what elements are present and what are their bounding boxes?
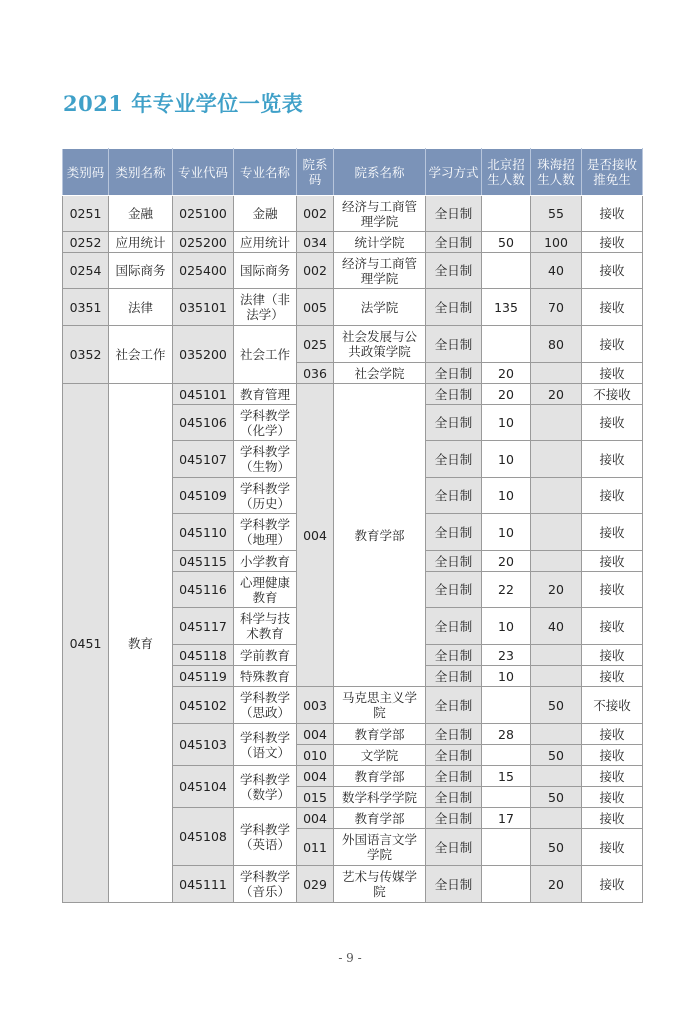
major-code: 045106 — [173, 405, 234, 441]
major-name: 特殊教育 — [234, 666, 297, 687]
beijing-quota: 10 — [482, 514, 531, 551]
beijing-quota: 135 — [482, 289, 531, 326]
recommend-status: 接收 — [582, 787, 643, 808]
category-code: 0351 — [63, 289, 109, 326]
study-mode: 全日制 — [426, 384, 482, 405]
major-name: 学科教学（化学） — [234, 405, 297, 441]
beijing-quota: 20 — [482, 384, 531, 405]
beijing-quota — [482, 687, 531, 724]
majors-table — [62, 148, 643, 903]
study-mode: 全日制 — [426, 724, 482, 745]
major-name: 科学与技术教育 — [234, 608, 297, 645]
beijing-quota: 10 — [482, 441, 531, 478]
dept-name: 经济与工商管理学院 — [334, 196, 426, 232]
zhuhai-quota: 50 — [531, 745, 582, 766]
study-mode: 全日制 — [426, 289, 482, 326]
study-mode: 全日制 — [426, 645, 482, 666]
major-code: 045117 — [173, 608, 234, 645]
category-name: 社会工作 — [109, 326, 173, 384]
major-code: 035101 — [173, 289, 234, 326]
study-mode: 全日制 — [426, 808, 482, 829]
major-name: 学科教学（生物） — [234, 441, 297, 478]
recommend-status: 接收 — [582, 766, 643, 787]
zhuhai-quota: 50 — [531, 787, 582, 808]
beijing-quota: 15 — [482, 766, 531, 787]
beijing-quota: 28 — [482, 724, 531, 745]
header-category-code: 类别码 — [63, 149, 109, 196]
header-major-name: 专业名称 — [234, 149, 297, 196]
study-mode: 全日制 — [426, 787, 482, 808]
dept-code: 004 — [297, 766, 334, 787]
category-code: 0451 — [63, 384, 109, 903]
major-code: 045107 — [173, 441, 234, 478]
zhuhai-quota: 20 — [531, 572, 582, 608]
zhuhai-quota — [531, 766, 582, 787]
dept-name: 文学院 — [334, 745, 426, 766]
recommend-status: 接收 — [582, 666, 643, 687]
header-recommend: 是否接收推免生 — [582, 149, 643, 196]
major-name: 社会工作 — [234, 326, 297, 384]
recommend-status: 接收 — [582, 724, 643, 745]
dept-code: 034 — [297, 232, 334, 253]
zhuhai-quota — [531, 666, 582, 687]
table-row — [63, 326, 643, 363]
dept-code: 005 — [297, 289, 334, 326]
major-name: 法律（非法学） — [234, 289, 297, 326]
study-mode: 全日制 — [426, 866, 482, 903]
header-row — [63, 149, 643, 196]
dept-name: 马克思主义学院 — [334, 687, 426, 724]
zhuhai-quota: 70 — [531, 289, 582, 326]
recommend-status: 接收 — [582, 478, 643, 514]
recommend-status: 接收 — [582, 572, 643, 608]
beijing-quota — [482, 866, 531, 903]
dept-name: 社会学院 — [334, 363, 426, 384]
recommend-status: 接收 — [582, 866, 643, 903]
dept-code: 003 — [297, 687, 334, 724]
table-row — [63, 384, 643, 405]
dept-code: 029 — [297, 866, 334, 903]
zhuhai-quota: 50 — [531, 829, 582, 866]
dept-name: 艺术与传媒学院 — [334, 866, 426, 903]
header-dept-code: 院系码 — [297, 149, 334, 196]
study-mode: 全日制 — [426, 326, 482, 363]
category-name: 教育 — [109, 384, 173, 903]
major-name: 学科教学（英语） — [234, 808, 297, 866]
category-code: 0251 — [63, 196, 109, 232]
zhuhai-quota: 100 — [531, 232, 582, 253]
major-code: 045118 — [173, 645, 234, 666]
major-name: 应用统计 — [234, 232, 297, 253]
study-mode: 全日制 — [426, 687, 482, 724]
major-name: 国际商务 — [234, 253, 297, 289]
dept-code: 036 — [297, 363, 334, 384]
zhuhai-quota — [531, 551, 582, 572]
beijing-quota: 17 — [482, 808, 531, 829]
header-dept-name: 院系名称 — [334, 149, 426, 196]
dept-name: 教育学部 — [334, 808, 426, 829]
major-code: 045109 — [173, 478, 234, 514]
beijing-quota: 10 — [482, 405, 531, 441]
recommend-status: 接收 — [582, 808, 643, 829]
header-major-code: 专业代码 — [173, 149, 234, 196]
major-code: 025100 — [173, 196, 234, 232]
dept-name: 教育学部 — [334, 766, 426, 787]
major-name: 学科教学（地理） — [234, 514, 297, 551]
major-name: 金融 — [234, 196, 297, 232]
recommend-status: 接收 — [582, 363, 643, 384]
category-name: 法律 — [109, 289, 173, 326]
major-code: 045103 — [173, 724, 234, 766]
recommend-status: 接收 — [582, 289, 643, 326]
major-name: 小学教育 — [234, 551, 297, 572]
recommend-status: 接收 — [582, 196, 643, 232]
beijing-quota: 10 — [482, 478, 531, 514]
header-study-mode: 学习方式 — [426, 149, 482, 196]
dept-name: 统计学院 — [334, 232, 426, 253]
study-mode: 全日制 — [426, 232, 482, 253]
header-category-name: 类别名称 — [109, 149, 173, 196]
zhuhai-quota — [531, 724, 582, 745]
beijing-quota: 20 — [482, 551, 531, 572]
recommend-status: 接收 — [582, 405, 643, 441]
beijing-quota: 20 — [482, 363, 531, 384]
beijing-quota — [482, 253, 531, 289]
study-mode: 全日制 — [426, 766, 482, 787]
dept-name: 外国语言文学学院 — [334, 829, 426, 866]
dept-name: 社会发展与公共政策学院 — [334, 326, 426, 363]
study-mode: 全日制 — [426, 196, 482, 232]
zhuhai-quota — [531, 405, 582, 441]
recommend-status: 接收 — [582, 608, 643, 645]
zhuhai-quota — [531, 478, 582, 514]
major-code: 045119 — [173, 666, 234, 687]
major-code: 045116 — [173, 572, 234, 608]
dept-code: 025 — [297, 326, 334, 363]
majors-table-container — [62, 148, 642, 903]
study-mode: 全日制 — [426, 253, 482, 289]
study-mode: 全日制 — [426, 829, 482, 866]
zhuhai-quota — [531, 808, 582, 829]
major-code: 045111 — [173, 866, 234, 903]
beijing-quota: 10 — [482, 666, 531, 687]
major-code: 045102 — [173, 687, 234, 724]
zhuhai-quota — [531, 441, 582, 478]
category-name: 应用统计 — [109, 232, 173, 253]
major-name: 学科教学（思政） — [234, 687, 297, 724]
beijing-quota — [482, 745, 531, 766]
beijing-quota — [482, 787, 531, 808]
study-mode: 全日制 — [426, 405, 482, 441]
zhuhai-quota — [531, 363, 582, 384]
zhuhai-quota: 40 — [531, 608, 582, 645]
major-code: 045108 — [173, 808, 234, 866]
beijing-quota — [482, 196, 531, 232]
major-name: 学科教学（历史） — [234, 478, 297, 514]
dept-code: 011 — [297, 829, 334, 866]
page-title: 2021 年专业学位一览表 — [63, 91, 304, 116]
major-name: 学科教学（语文） — [234, 724, 297, 766]
category-name: 金融 — [109, 196, 173, 232]
major-name: 学科教学（数学） — [234, 766, 297, 808]
zhuhai-quota: 50 — [531, 687, 582, 724]
beijing-quota — [482, 829, 531, 866]
zhuhai-quota: 80 — [531, 326, 582, 363]
recommend-status: 接收 — [582, 326, 643, 363]
major-name: 心理健康教育 — [234, 572, 297, 608]
study-mode: 全日制 — [426, 608, 482, 645]
dept-code: 004 — [297, 724, 334, 745]
major-name: 教育管理 — [234, 384, 297, 405]
table-row — [63, 196, 643, 232]
study-mode: 全日制 — [426, 514, 482, 551]
category-code: 0352 — [63, 326, 109, 384]
study-mode: 全日制 — [426, 666, 482, 687]
zhuhai-quota: 20 — [531, 866, 582, 903]
dept-name: 数学科学学院 — [334, 787, 426, 808]
beijing-quota: 23 — [482, 645, 531, 666]
dept-name: 教育学部 — [334, 724, 426, 745]
dept-name: 经济与工商管理学院 — [334, 253, 426, 289]
category-name: 国际商务 — [109, 253, 173, 289]
dept-name: 教育学部 — [334, 384, 426, 687]
recommend-status: 接收 — [582, 232, 643, 253]
beijing-quota: 22 — [482, 572, 531, 608]
category-code: 0254 — [63, 253, 109, 289]
category-code: 0252 — [63, 232, 109, 253]
dept-code: 004 — [297, 808, 334, 829]
page-number: - 9 - — [338, 951, 362, 965]
zhuhai-quota: 20 — [531, 384, 582, 405]
recommend-status: 接收 — [582, 514, 643, 551]
recommend-status: 接收 — [582, 441, 643, 478]
table-row — [63, 232, 643, 253]
recommend-status: 不接收 — [582, 687, 643, 724]
study-mode: 全日制 — [426, 551, 482, 572]
dept-code: 015 — [297, 787, 334, 808]
beijing-quota: 10 — [482, 608, 531, 645]
header-zhuhai-quota: 珠海招生人数 — [531, 149, 582, 196]
header-beijing-quota: 北京招生人数 — [482, 149, 531, 196]
table-row — [63, 253, 643, 289]
beijing-quota: 50 — [482, 232, 531, 253]
recommend-status: 不接收 — [582, 384, 643, 405]
major-code: 045110 — [173, 514, 234, 551]
major-code: 045104 — [173, 766, 234, 808]
zhuhai-quota: 55 — [531, 196, 582, 232]
study-mode: 全日制 — [426, 478, 482, 514]
major-code: 035200 — [173, 326, 234, 384]
recommend-status: 接收 — [582, 551, 643, 572]
zhuhai-quota: 40 — [531, 253, 582, 289]
study-mode: 全日制 — [426, 363, 482, 384]
dept-name: 法学院 — [334, 289, 426, 326]
beijing-quota — [482, 326, 531, 363]
recommend-status: 接收 — [582, 253, 643, 289]
major-code: 025400 — [173, 253, 234, 289]
recommend-status: 接收 — [582, 745, 643, 766]
major-code: 045115 — [173, 551, 234, 572]
recommend-status: 接收 — [582, 829, 643, 866]
study-mode: 全日制 — [426, 441, 482, 478]
major-name: 学前教育 — [234, 645, 297, 666]
zhuhai-quota — [531, 514, 582, 551]
recommend-status: 接收 — [582, 645, 643, 666]
dept-code: 002 — [297, 196, 334, 232]
major-code: 045101 — [173, 384, 234, 405]
study-mode: 全日制 — [426, 572, 482, 608]
major-code: 025200 — [173, 232, 234, 253]
major-name: 学科教学（音乐） — [234, 866, 297, 903]
table-row — [63, 289, 643, 326]
dept-code: 004 — [297, 384, 334, 687]
study-mode: 全日制 — [426, 745, 482, 766]
zhuhai-quota — [531, 645, 582, 666]
dept-code: 002 — [297, 253, 334, 289]
dept-code: 010 — [297, 745, 334, 766]
